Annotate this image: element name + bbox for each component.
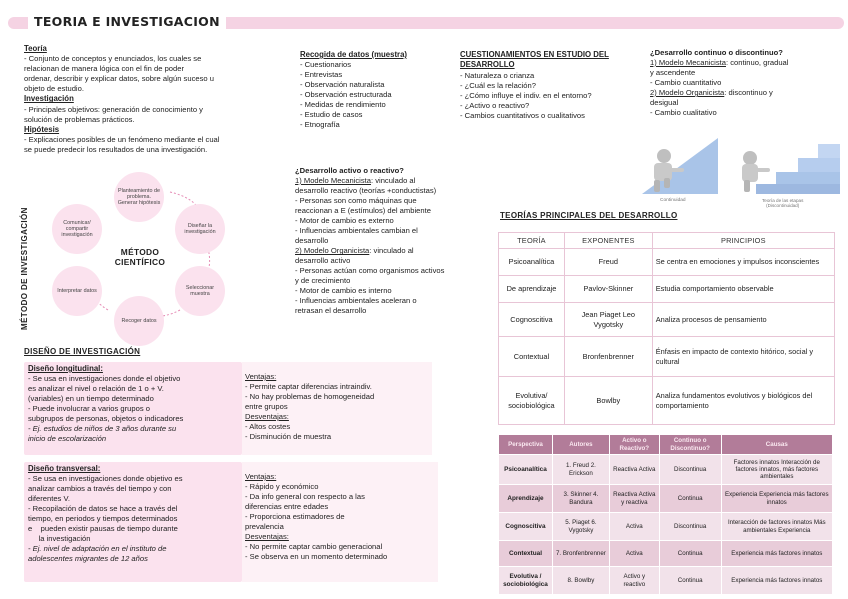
longitudinal-line: subgrupos de personas, objetos o indicadores [28,414,184,424]
table-cell: Psicoanalítica [499,455,553,485]
activo-line: - Influencias ambientales aceleran o [295,296,417,306]
longitudinal-ventajas-label: Ventajas: [245,372,277,381]
longitudinal-line: es analizar el nivel o relación de 1 o + V. [28,384,164,394]
table-cell: 5. Piaget 6. Vygotsky [552,513,609,541]
transversal-section [28,464,242,564]
activo-line: - Motor de cambio es interno [295,286,392,296]
table-row [499,377,835,425]
table-cell: Cognoscitiva [499,303,565,337]
longitudinal-pros-cons [245,372,431,442]
table-row [499,567,833,595]
table-cell: Experiencia más factores innatos [721,541,832,567]
activo-line: reaccionan a E (estímulos) del ambiente [295,206,431,216]
diseno-heading: DISEÑO DE INVESTIGACIÓN [24,347,141,356]
table-cell: Reactiva Activa y reactiva [609,485,659,513]
table-cell: Psicoanalítica [499,249,565,276]
longitudinal-ventaja: - Permite captar diferencias intraindiv. [245,382,372,392]
table-header-cell: Autores [552,435,609,455]
transversal-line: la investigación [28,534,91,544]
table-row [499,485,833,513]
table-cell: 1. Freud 2. Erickson [552,455,609,485]
table-cell: Cognoscitiva [499,513,553,541]
continuo-heading: ¿Desarrollo continuo o discontinuo? [650,48,783,57]
longitudinal-section [28,364,242,444]
hipotesis-line: - Explicaciones posibles de un fenómeno mediante el cual [24,134,220,144]
continuo-line: - Cambio cuantitativo [650,78,722,88]
table-cell: 7. Bronfenbrenner [552,541,609,567]
table-row [499,276,835,303]
table-cell: 8. Bowlby [552,567,609,595]
recogida-item: - Cuestionarios [300,60,352,70]
table-header-cell: Causas [721,435,832,455]
longitudinal-line: - Puede involucrar a varios grupos o [28,404,150,414]
table-cell: Bronfenbrenner [564,337,652,377]
cuestionamientos-heading: CUESTIONAMIENTOS EN ESTUDIO DEL [460,50,609,59]
table-cell: Se centra en emociones y impulsos inconscientes [652,249,834,276]
activo-line: - Influencias ambientales cambian el [295,226,418,236]
longitudinal-line: - Se usa en investigaciones donde el objetivo [28,374,181,384]
cycle-node-disenar: Diseñar la investigación [175,204,225,254]
transversal-desventajas-label: Desventajas: [245,532,289,542]
cuestionamientos-item: - ¿Cuál es la relación? [460,80,536,90]
metodo-center-line: MÉTODO [120,247,160,257]
activo-line: retrasan el desarrollo [295,306,367,316]
activo-line: - Motor de cambio es externo [295,216,394,226]
table-cell: Continua [659,541,721,567]
transversal-ventajas-label: Ventajas: [245,472,277,481]
recogida-heading: Recogida de datos (muestra) [300,50,408,59]
longitudinal-line: (variables) en un tiempo determinado [28,394,154,404]
continuo-m1-label: 1) Modelo Mecanicista [650,58,726,68]
transversal-line: diferentes V. [28,494,70,504]
table-cell: Experiencia Experiencia más factores innatos [721,485,832,513]
table-cell: Continua [659,485,721,513]
stages-caption-line: (Discontinuidad) [766,203,800,209]
transversal-pros-cons [245,472,437,562]
continuity-caption: Continuidad [660,198,686,203]
table-cell: Analiza fundamentos evolutivos y biológicos del comportamiento [652,377,834,425]
table-cell: Contextual [499,541,553,567]
transversal-ventaja: diferencias entre edades [245,502,329,512]
activo-section [295,166,495,316]
recogida-item: - Observación estructurada [300,90,392,100]
activo-line: - Personas son como máquinas que [295,196,417,206]
transversal-line: tiempo, en periodos y tiempos determinados [28,514,178,524]
activo-m2-label: 2) Modelo Organicista [295,246,370,256]
cycle-node-muestra: Seleccionar muestra [175,266,225,316]
table-row [499,303,835,337]
table-row [499,337,835,377]
hipotesis-line: se puede predecir los resultados de una investigación. [24,144,208,154]
teoria-line: ordenar, describir y explicar datos, sobre algún suceso u [24,74,214,84]
cuestionamientos-item: - ¿Activo o reactivo? [460,100,530,110]
recogida-item: - Observación naturalista [300,80,385,90]
continuity-illustration [624,128,724,198]
table-cell: Interacción de factores innatos Más ambientales Experiencia [721,513,832,541]
transversal-ventaja: - Da info general con respecto a las [245,492,365,502]
activo-line: desarrollo reactivo (teorías +conductistas) [295,186,437,196]
stages-illustration [736,128,840,198]
transversal-desventaja: - Se observa en un momento determinado [245,552,388,562]
table-cell: Evolutiva / sociobiológica [499,567,553,595]
table-row [499,249,835,276]
cuestionamientos-item: - Cambios cuantitativos o cualitativos [460,110,585,120]
investigacion-heading: Investigación [24,94,74,104]
table-cell: Discontinua [659,513,721,541]
table-header-row [499,435,833,455]
longitudinal-example: inicio de escolarización [28,434,107,444]
cuestionamientos-item: - Naturaleza o crianza [460,70,535,80]
transversal-line: - Recopilación de datos se hace a través del [28,504,178,514]
teoria-line: relacionan de manera lógica con el fin de poder [24,64,184,74]
table-cell: Pavlov-Skinner [564,276,652,303]
table-cell: Jean Piaget Leo Vygotsky [564,303,652,337]
table-row [499,513,833,541]
continuo-m1-rest: : continuo, gradual [725,58,789,68]
table-header-cell: Activo o Reactivo? [609,435,659,455]
metodo-vertical-label: MÉTODO DE INVESTIGACIÓN [20,207,29,330]
transversal-heading: Diseño transversal: [28,464,101,473]
longitudinal-desventaja: - Altos costes [245,422,291,432]
table-cell: Estudia comportamiento observable [652,276,834,303]
table-cell: Factores innatos Interacción de factores innatos, más factores ambientales [721,455,832,485]
stages-caption [762,198,803,208]
longitudinal-ventaja: entre grupos [245,402,288,412]
table-cell: Énfasis en impacto de contexto hitórico, social y cultural [652,337,834,377]
table-cell: Contextual [499,337,565,377]
teoria-section [24,44,286,155]
table-cell: 3. Skinner 4. Bandura [552,485,609,513]
continuo-line: - Cambio cualitativo [650,108,717,118]
table-cell: Discontinua [659,455,721,485]
activo-line: - Personas actúan como organismos activos [295,266,445,276]
activo-heading: ¿Desarrollo activo o reactivo? [295,166,404,175]
activo-line: desarrollo activo [295,256,351,266]
transversal-ventaja: - Rápido y económico [245,482,319,492]
table-cell: Evolutiva/ sociobiológica [499,377,565,425]
table-header-cell: Continuo o Discontinuo? [659,435,721,455]
table-cell: Activo y reactivo [609,567,659,595]
longitudinal-ventaja: - No hay problemas de homogeneidad [245,392,375,402]
longitudinal-desventajas-label: Desventajas: [245,412,289,422]
table-header-cell: PRINCIPIOS [652,233,834,249]
continuo-line: desigual [650,98,679,108]
table-cell: Experiencia más factores innatos [721,567,832,595]
continuo-m2-rest: : discontinuo y [724,88,773,98]
recogida-section [300,50,450,130]
table-cell: Analiza procesos de pensamiento [652,303,834,337]
table-cell: Activa [609,513,659,541]
cycle-node-interpretar: Interpretar datos [52,266,102,316]
cuestionamientos-heading: DESARROLLO [460,60,515,70]
investigacion-line: - Principales objetivos: generación de conocimiento y [24,104,203,114]
recogida-item: - Estudio de casos [300,110,363,120]
metodo-center-label [104,247,176,267]
table-header-cell: EXPONENTES [564,233,652,249]
teoria-line: objeto de estudio. [24,84,84,94]
continuo-m2-label: 2) Modelo Organicista [650,88,725,98]
cycle-node-planteamiento: Planteamiento de problema. Generar hipótesis [114,172,164,222]
activo-m2-rest: : vinculado al [369,246,414,256]
activo-m1-rest: : vinculado al [370,176,416,186]
continuo-section [650,48,840,118]
table-cell: Freud [564,249,652,276]
recogida-item: - Medidas de rendimiento [300,100,386,110]
cycle-node-comunicar: Comunicar/ compartir investigación [52,204,102,254]
table-cell: De aprendizaje [499,276,565,303]
continuo-line: y ascendente [650,68,696,78]
activo-m1-label: 1) Modelo Mecanicista [295,176,371,186]
recogida-item: - Etnografía [300,120,340,130]
teoria-heading: Teoría [24,44,47,53]
table-row [499,455,833,485]
table-header-row [499,233,835,249]
table-header-cell: TEORÍA [499,233,565,249]
activo-line: y de crecimiento [295,276,351,286]
teorias-table [498,232,835,425]
teoria-line: - Conjunto de conceptos y enunciados, los cuales se [24,54,202,64]
table-cell: Activa [609,541,659,567]
table-row [499,541,833,567]
longitudinal-heading: Diseño longitudinal: [28,364,103,373]
cuestionamientos-section [460,50,640,121]
longitudinal-desventaja: - Disminución de muestra [245,432,332,442]
cycle-node-recoger: Recoger datos [114,296,164,346]
longitudinal-example: - Ej. estudios de niños de 3 años durante su [28,424,177,434]
page-title: TEORIA E INVESTIGACION [28,14,226,31]
stages-caption-line: Teoría de las etapas [762,198,804,203]
transversal-line: e pueden existir pausas de tiempo durante [28,524,178,534]
activo-line: desarrollo [295,236,329,246]
table-cell: Aprendizaje [499,485,553,513]
transversal-line: analizar cambios a través del tiempo y con [28,484,172,494]
transversal-ventaja: - Proporciona estimadores de [245,512,345,522]
teorias-heading: TEORÍAS PRINCIPALES DEL DESARROLLO [500,211,678,220]
table-cell: Reactiva Activa [609,455,659,485]
table-header-cell: Perspectiva [499,435,553,455]
transversal-example: adolescentes migrantes de 12 años [28,554,148,564]
transversal-desventaja: - No permite captar cambio generacional [245,542,383,552]
metodo-center-line: CIENTÍFICO [114,257,166,268]
transversal-example: - Ej. nivel de adaptación en el instituto de [28,544,167,554]
transversal-ventaja: prevalencia [245,522,284,532]
cuestionamientos-item: - ¿Cómo influye el indiv. en el entorno? [460,90,592,100]
table-cell: Continua [659,567,721,595]
investigacion-line: solución de problemas prácticos. [24,114,135,124]
table-cell: Bowlby [564,377,652,425]
perspectiva-table [498,434,833,595]
transversal-line: - Se usa en investigaciones donde objetivo es [28,474,183,484]
recogida-item: - Entrevistas [300,70,343,80]
hipotesis-heading: Hipótesis [24,124,60,134]
